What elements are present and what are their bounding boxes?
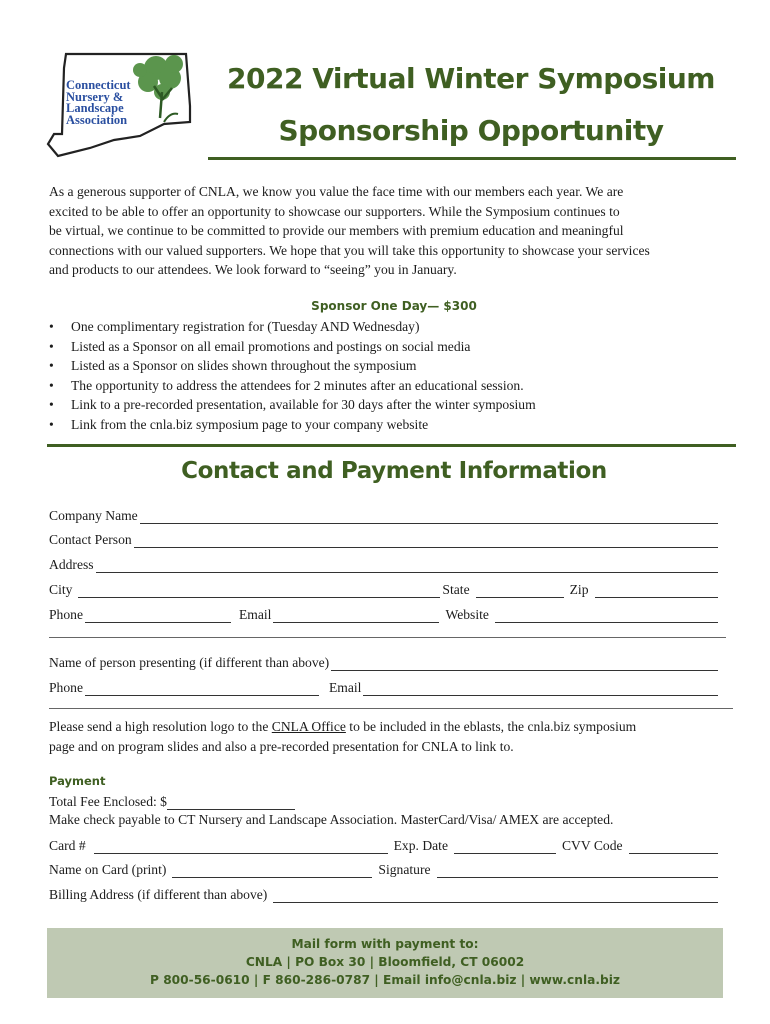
email-label: Email bbox=[238, 607, 272, 622]
list-item bbox=[49, 415, 536, 435]
contact-person-label: Contact Person bbox=[49, 532, 132, 547]
phone-field[interactable] bbox=[85, 608, 231, 623]
logo-wordmark bbox=[66, 80, 131, 126]
exp-date-label: Exp. Date bbox=[393, 838, 448, 853]
state-label: State bbox=[442, 582, 470, 597]
address-field[interactable] bbox=[96, 558, 718, 573]
logo-line: Connecticut bbox=[66, 78, 131, 92]
title-divider bbox=[208, 157, 736, 160]
mail-contact: P 800-56-0610 | F 860-286-0787 | Email info@cnla.biz | www.cnla.biz bbox=[150, 973, 620, 987]
name-on-card-field[interactable] bbox=[172, 863, 372, 878]
logo-note-text: to be included in the eblasts, the cnla.biz symposium bbox=[345, 719, 637, 734]
phone-email-website-row bbox=[49, 603, 720, 623]
bullet-icon: • bbox=[49, 377, 54, 393]
field-separator bbox=[49, 708, 733, 709]
intro-line: and products to our attendees. We look forward to “seeing” you in January. bbox=[49, 262, 457, 278]
email-field[interactable] bbox=[273, 608, 439, 623]
page-subtitle: Sponsorship Opportunity bbox=[278, 114, 664, 147]
billing-address-field[interactable] bbox=[273, 888, 718, 903]
section-divider bbox=[47, 444, 736, 447]
field-separator bbox=[49, 637, 726, 638]
contact-person-row bbox=[49, 528, 720, 548]
card-label: Card # bbox=[49, 838, 86, 853]
payment-heading: Payment bbox=[49, 774, 106, 788]
company-name-row bbox=[49, 504, 720, 524]
card-number-field[interactable] bbox=[94, 839, 388, 854]
bullet-icon: • bbox=[49, 416, 54, 432]
benefit-text: Listed as a Sponsor on all email promotions and postings on social media bbox=[71, 338, 471, 354]
address-row bbox=[49, 553, 720, 573]
presenter-email-field[interactable] bbox=[363, 681, 718, 696]
bullet-icon: • bbox=[49, 338, 54, 354]
list-item bbox=[49, 376, 536, 396]
intro-line: be virtual, we continue to be committed to provide our members with premium education and meaningful bbox=[49, 223, 624, 239]
logo-note bbox=[49, 717, 739, 756]
intro-line: connections with our valued supporters. We hope that you will take this opportunity to showcase your services bbox=[49, 242, 650, 258]
logo-note-line bbox=[49, 717, 739, 737]
city-state-zip-row bbox=[49, 578, 720, 598]
benefits-list bbox=[49, 317, 536, 435]
mail-address: CNLA | PO Box 30 | Bloomfield, CT 06002 bbox=[245, 955, 525, 969]
name-on-card-label: Name on Card (print) bbox=[49, 862, 167, 877]
list-item bbox=[49, 317, 536, 337]
presenter-field[interactable] bbox=[331, 656, 718, 671]
contact-person-field[interactable] bbox=[134, 533, 718, 548]
benefit-text: One complimentary registration for (Tuesday AND Wednesday) bbox=[71, 319, 420, 334]
check-note: Make check payable to CT Nursery and Landscape Association. MasterCard/Visa/ AMEX are accepted. bbox=[49, 812, 614, 827]
logo-note-text: Please send a high resolution logo to the bbox=[49, 719, 272, 734]
billing-address-row bbox=[49, 883, 720, 903]
total-fee-label: Total Fee Enclosed: $ bbox=[49, 794, 167, 809]
website-field[interactable] bbox=[495, 608, 718, 623]
presenter-contact-row bbox=[49, 676, 720, 696]
mail-heading: Mail form with payment to: bbox=[291, 937, 479, 951]
website-label: Website bbox=[445, 607, 489, 622]
cvv-label: CVV Code bbox=[561, 838, 623, 853]
phone-label: Phone bbox=[49, 607, 83, 622]
state-field[interactable] bbox=[476, 583, 564, 598]
billing-address-label: Billing Address (if different than above) bbox=[49, 887, 268, 902]
intro-line: excited to be able to offer an opportunity to showcase our supporters. While the Symposium continues to bbox=[49, 203, 620, 219]
bullet-icon: • bbox=[49, 397, 54, 413]
bullet-icon: • bbox=[49, 358, 54, 374]
signature-field[interactable] bbox=[437, 863, 718, 878]
presenter-label: Name of person presenting (if different than above) bbox=[49, 655, 330, 670]
intro-line: As a generous supporter of CNLA, we know you value the face time with our members each year. We are bbox=[49, 184, 624, 199]
total-fee-field[interactable] bbox=[167, 795, 295, 810]
city-label: City bbox=[49, 582, 73, 597]
logo-line: Nursery & bbox=[66, 89, 124, 104]
signature-label: Signature bbox=[378, 862, 431, 877]
total-fee-row bbox=[49, 790, 329, 810]
card-row bbox=[49, 834, 720, 854]
name-signature-row bbox=[49, 858, 720, 878]
cvv-field[interactable] bbox=[629, 839, 718, 854]
sponsor-heading: Sponsor One Day— $300 bbox=[311, 299, 477, 313]
presenter-phone-field[interactable] bbox=[85, 681, 319, 696]
intro-paragraph bbox=[49, 182, 739, 280]
bullet-icon: • bbox=[49, 319, 54, 334]
exp-date-field[interactable] bbox=[454, 839, 556, 854]
list-item bbox=[49, 356, 536, 376]
list-item bbox=[49, 337, 536, 357]
presenter-email-label: Email bbox=[328, 680, 362, 695]
contact-heading: Contact and Payment Information bbox=[181, 458, 607, 484]
company-name-label: Company Name bbox=[49, 508, 138, 523]
logo-line: Landscape bbox=[66, 101, 124, 115]
zip-label: Zip bbox=[569, 582, 589, 597]
address-label: Address bbox=[49, 557, 94, 572]
presenter-row bbox=[49, 651, 720, 671]
list-item bbox=[49, 395, 536, 415]
company-name-field[interactable] bbox=[140, 509, 718, 524]
cnla-office-link[interactable]: CNLA Office bbox=[271, 719, 346, 734]
page-title: 2022 Virtual Winter Symposium bbox=[227, 62, 715, 95]
benefit-text: Link to a pre-recorded presentation, available for 30 days after the winter symposium bbox=[71, 397, 536, 413]
city-field[interactable] bbox=[78, 583, 440, 598]
zip-field[interactable] bbox=[595, 583, 719, 598]
benefit-text: The opportunity to address the attendees for 2 minutes after an educational session. bbox=[71, 377, 524, 393]
mail-info-box bbox=[47, 928, 723, 998]
presenter-phone-label: Phone bbox=[49, 680, 83, 695]
logo-line: Association bbox=[66, 112, 128, 127]
benefit-text: Link from the cnla.biz symposium page to your company website bbox=[71, 416, 429, 432]
benefit-text: Listed as a Sponsor on slides shown throughout the symposium bbox=[71, 358, 417, 374]
logo-note-line: page and on program slides and also a pre-recorded presentation for CNLA to link to. bbox=[49, 738, 514, 754]
